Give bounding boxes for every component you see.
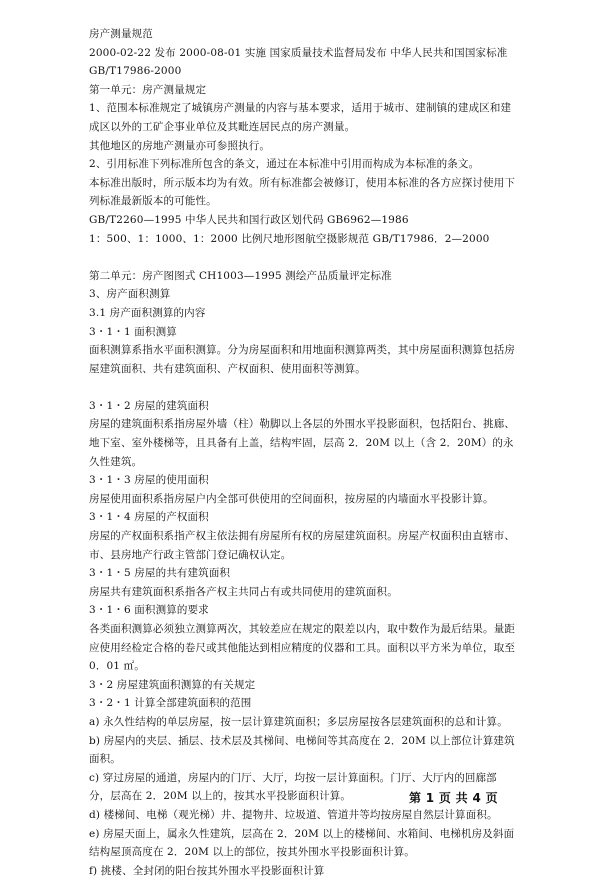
document-lines xyxy=(89,81,515,880)
document-meta: 2000-02-22 发布 2000-08-01 实施 国家质量技术监督局发布 中华人民共和国国家标准 GB/T17986-2000 xyxy=(89,46,508,78)
paragraph: 各类面积测算必须独立测算两次，其较差应在规定的限差以内，取中数作为最后结果。量距应使用经检定合格的卷尺或其他能达到相应精度的仪器和工具。面积以平方米为单位，取至 0．01 ㎡。 xyxy=(89,623,515,673)
paragraph: 3・2・1 计算全部建筑面积的范围 xyxy=(89,697,252,710)
paragraph: 3・1・6 面积测算的要求 xyxy=(89,604,209,617)
paragraph: 3・2 房屋建筑面积测算的有关规定 xyxy=(89,678,256,691)
paragraph: d) 楼梯间、电梯（观光梯）井、提物井、垃圾道、管道井等均按房屋自然层计算面积。 xyxy=(89,808,498,821)
paragraph: e) 房屋天面上，属永久性建筑，层高在 2．20M 以上的楼梯间、水箱间、电梯机房及斜面结构屋顶高度在 2．20M 以上的部位，按其外围水平投影面积计算。 xyxy=(89,827,515,859)
paragraph: 3・1・5 房屋的共有建筑面积 xyxy=(89,567,231,580)
paragraph: b) 房屋内的夹层、插层、技术层及其梯间、电梯间等其高度在 2．20M 以上部位计算建筑面积。 xyxy=(89,734,515,766)
paragraph: 房屋的产权面积系指产权主依法拥有房屋所有权的房屋建筑面积。房屋产权面积由直辖市、市、县房地产行政主管部门登记确权认定。 xyxy=(89,530,515,561)
paragraph: 3.1 房产面积测算的内容 xyxy=(89,306,206,319)
paragraph: c) 穿过房屋的通道，房屋内的门厅、大厅，均按一层计算面积。门厅、大厅内的回廊部分，层高在 2．20M 以上的，按其水平投影面积计算。 xyxy=(89,771,497,803)
paragraph: 第二单元：房产图图式 CH1003—1995 测绘产品质量评定标准 xyxy=(89,269,392,282)
paragraph: 3、房产面积测算 xyxy=(89,288,171,301)
page-number: 第 1 页 共 4 页 xyxy=(409,791,498,805)
paragraph: 3・1・4 房屋的产权面积 xyxy=(89,511,209,524)
paragraph: f) 挑楼、全封闭的阳台按其外围水平投影面积计算 xyxy=(89,864,325,877)
document-body xyxy=(89,25,515,880)
paragraph: 3・1・1 面积测算 xyxy=(89,325,177,338)
paragraph: 房屋的建筑面积系指房屋外墙（柱）勒脚以上各层的外围水平投影面积，包括阳台、挑廊、地下室、室外楼梯等，且具备有上盖，结构牢固，层高 2．20M 以上（含 2．20M）的永久性建筑。 xyxy=(89,418,515,468)
blank-line xyxy=(89,248,515,267)
paragraph: GB/T2260—1995 中华人民共和国行政区划代码 GB6962—1986 xyxy=(89,213,409,226)
paragraph: 3・1・3 房屋的使用面积 xyxy=(89,474,209,487)
paragraph: a) 永久性结构的单层房屋，按一层计算建筑面积；多层房屋按各层建筑面积的总和计算。 xyxy=(89,715,508,728)
paragraph: 其他地区的房地产测量亦可参照执行。 xyxy=(89,139,271,152)
paragraph: 第一单元：房产测量规定 xyxy=(89,83,207,96)
paragraph: 2、引用标准下列标准所包含的条文，通过在本标准中引用而构成为本标准的条文。 xyxy=(89,158,480,171)
paragraph: 房屋使用面积系指房屋户内全部可供使用的空间面积，按房屋的内墙面水平投影计算。 xyxy=(89,492,494,505)
paragraph: 本标准出版时，所示版本均为有效。所有标准都会被修订，使用本标准的各方应探讨使用下列标准最新版本的可能性。 xyxy=(89,176,515,208)
paragraph: 3・1・2 房屋的建筑面积 xyxy=(89,399,209,412)
blank-line xyxy=(89,378,515,397)
paragraph: 面积测算系指水平面积测算。分为房屋面积和用地面积测算两类，其中房屋面积测算包括房屋建筑面积、共有建筑面积、产权面积、使用面积等测算。 xyxy=(89,344,515,375)
paragraph: 1、范围本标准规定了城镇房产测量的内容与基本要求，适用于城市、建制镇的建成区和建成区以外的工矿企事业单位及其毗连居民点的房产测量。 xyxy=(89,102,512,133)
paragraph: 1：500、1：1000、1：2000 比例尺地形图航空摄影规范 GB/T17986．2—2000 xyxy=(89,232,490,245)
document-title: 房产测量规范 xyxy=(89,28,153,40)
paragraph: 房屋共有建筑面积系指各产权主共同占有或共同使用的建筑面积。 xyxy=(89,585,398,598)
